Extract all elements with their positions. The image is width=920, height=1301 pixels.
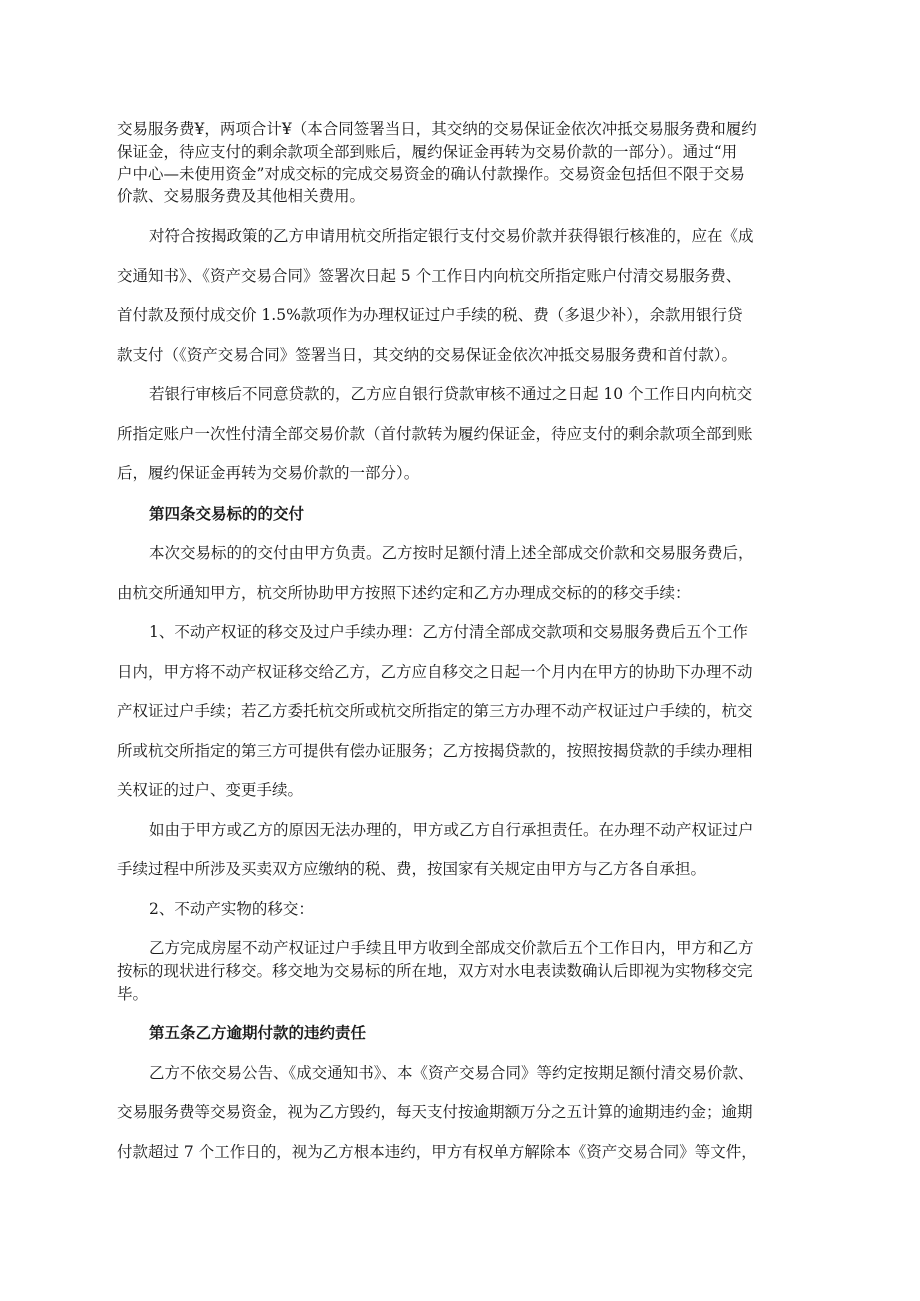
text-line: 所或杭交所指定的第三方可提供有偿办证服务；乙方按揭贷款的，按照按揭贷款的手续办理相 (117, 742, 753, 760)
section-heading: 第五条乙方逾期付款的违约责任 (149, 1023, 367, 1042)
text-line: 日内，甲方将不动产权证移交给乙方，乙方应自移交之日起一个月内在甲方的协助下办理不动 (117, 663, 753, 681)
text-line: 1、不动产权证的移交及过户手续办理：乙方付清全部成交款项和交易服务费后五个工作 (149, 623, 748, 641)
text-line: 关权证的过户、变更手续。 (117, 781, 304, 799)
text-line: 本次交易标的的交付由甲方负责。乙方按时足额付清上述全部成交价款和交易服务费后， (149, 544, 754, 562)
text-line: 对符合按揭政策的乙方申请用杭交所指定银行支付交易价款并获得银行核准的，应在《成 (149, 227, 754, 245)
text-line: 交易服务费等交易资金，视为乙方毁约，每天支付按逾期额万分之五计算的逾期违约金；逾期 (117, 1103, 753, 1121)
text-line: 按标的现状进行移交。移交地为交易标的所在地，双方对水电表读数确认后即视为实物移交完 (117, 962, 753, 980)
text-line: 价款、交易服务费及其他相关费用。 (117, 187, 366, 205)
text-line: 交易服务费¥，两项合计¥（本合同签署当日，其交纳的交易保证金依次冲抵交易服务费和履约 (117, 120, 757, 138)
text-line: 后，履约保证金再转为交易价款的一部分）。 (117, 464, 420, 482)
text-line: 2、不动产实物的移交： (149, 900, 314, 918)
text-line: 乙方完成房屋不动产权证过户手续且甲方收到全部成交价款后五个工作日内，甲方和乙方 (149, 939, 754, 957)
text-line: 保证金，待应支付的剩余款项全部到账后，履约保证金再转为交易价款的一部分）。通过“用 (117, 143, 738, 161)
text-line: 首付款及预付成交价 1.5%款项作为办理权证过户手续的税、费（多退少补），余款用银行贷 (117, 306, 743, 324)
text-line: 付款超过 7 个工作日的，视为乙方根本违约，甲方有权单方解除本《资产交易合同》等文件， (117, 1143, 757, 1161)
text-line: 户中心—未使用资金”对成交标的完成交易资金的确认付款操作。交易资金包括但不限于交易 (117, 165, 745, 183)
text-line: 如由于甲方或乙方的原因无法办理的，甲方或乙方自行承担责任。在办理不动产权证过户 (149, 821, 754, 839)
text-line: 交通知书》、《资产交易合同》签署次日起 5 个工作日内向杭交所指定账户付清交易服务费、 (117, 267, 742, 285)
text-line: 若银行审核后不同意贷款的，乙方应自银行贷款审核不通过之日起 10 个工作日内向杭交 (149, 385, 753, 403)
text-line: 由杭交所通知甲方，杭交所协助甲方按照下述约定和乙方办理成交标的的移交手续： (117, 584, 691, 602)
text-line: 产权证过户手续；若乙方委托杭交所或杭交所指定的第三方办理不动产权证过户手续的，杭交 (117, 702, 753, 720)
text-line: 款支付（《资产交易合同》签署当日，其交纳的交易保证金依次冲抵交易服务费和首付款）。 (117, 346, 738, 364)
text-line: 乙方不依交易公告、《成交通知书》、本《资产交易合同》等约定按期足额付清交易价款、 (149, 1064, 754, 1082)
text-line: 毕。 (117, 985, 149, 1003)
text-line: 手续过程中所涉及买卖双方应缴纳的税、费，按国家有关规定由甲方与乙方各自承担。 (117, 860, 707, 878)
text-line: 所指定账户一次性付清全部交易价款（首付款转为履约保证金，待应支付的剩余款项全部到账 (117, 425, 753, 443)
section-heading: 第四条交易标的的交付 (149, 504, 305, 523)
